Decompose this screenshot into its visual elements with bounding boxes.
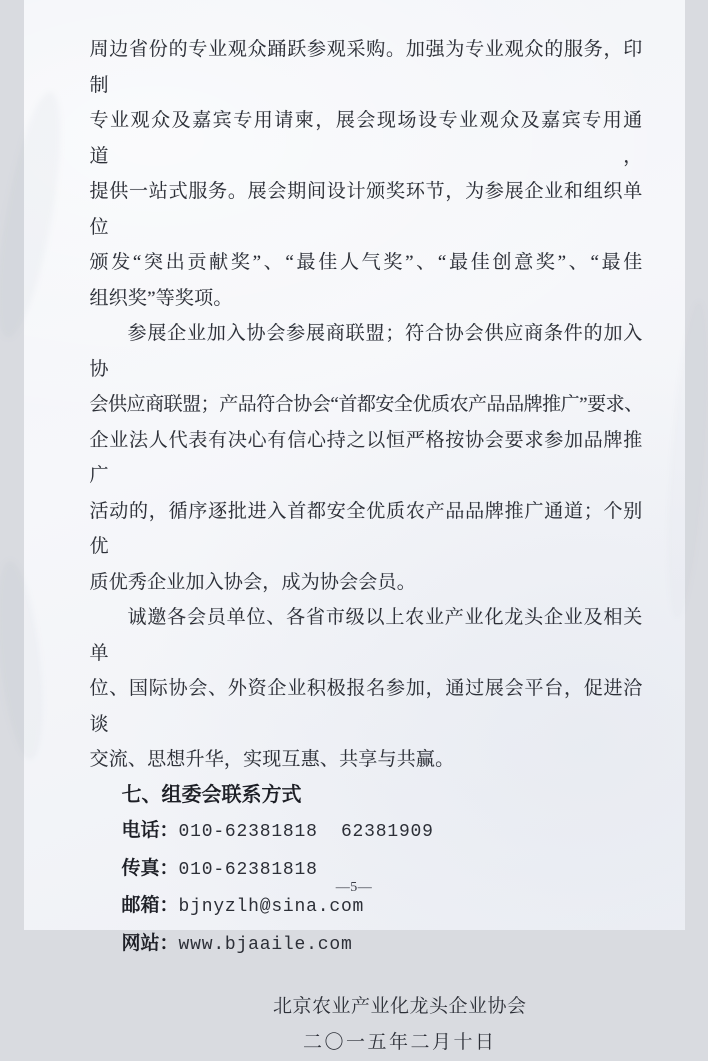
text-line: 位、国际协会、外资企业积极报名参加，通过展会平台，促进洽谈: [89, 678, 643, 735]
text-line: 企业法人代表有决心有信心持之以恒严格按协会要求参加品牌推广: [89, 429, 643, 486]
section-heading: 七、组委会联系方式: [121, 783, 302, 806]
scan-artifact: [659, 299, 708, 621]
body-paragraph: [90, 316, 643, 600]
body-paragraph: [90, 600, 643, 778]
contact-value-email: bjnyzlh@sina.com: [178, 897, 365, 917]
text-line: 专业观众及嘉宾专用请柬，展会现场设专业观众及嘉宾专用通道，: [89, 110, 643, 167]
contact-row-website: [90, 926, 643, 964]
contact-value-fax: 010-62381818: [178, 859, 318, 880]
contact-label: 网站：: [121, 932, 179, 954]
body-paragraph: [90, 32, 643, 316]
text-line: 质优秀企业加入协会，成为协会会员。: [89, 571, 416, 593]
text-line: 周边省份的专业观众踊跃参观采购。加强为专业观众的服务，印制: [89, 39, 643, 96]
scan-artifact: [0, 558, 50, 761]
contact-label: 传真：: [121, 857, 179, 879]
text-line: 颁发“突出贡献奖”、“最佳人气奖”、“最佳创意奖”、“最佳: [89, 252, 643, 273]
scan-artifact: [0, 88, 73, 342]
signature-block: [273, 989, 527, 1061]
signature-organization: 北京农业产业化龙头企业协会: [272, 996, 527, 1017]
contact-label: 邮箱：: [121, 895, 179, 916]
text-line: 组织奖”等奖项。: [89, 287, 233, 309]
contact-label: 电话：: [121, 820, 179, 841]
document-body: [90, 32, 643, 1061]
signature-date: 二〇一五年二月十日: [302, 1032, 497, 1053]
text-line: 参展企业加入协会参展商联盟；符合协会供应商条件的加入协: [89, 323, 643, 380]
contact-value-website: www.bjaaile.com: [178, 934, 353, 955]
contact-value-phone: 010-62381818 62381909: [178, 822, 434, 842]
scanned-document-page: [24, 0, 685, 1053]
text-line: 提供一站式服务。展会期间设计颁奖环节，为参展企业和组织单位: [89, 181, 643, 238]
text-line: 交流、思想升华，实现互惠、共享与共赢。: [89, 749, 455, 770]
contact-row-phone: [90, 813, 643, 851]
text-line: 会供应商联盟；产品符合协会“首都安全优质农产品品牌推广”要求、: [89, 394, 643, 415]
page-number: —5—: [335, 880, 373, 895]
text-line: 诚邀各会员单位、各省市级以上农业产业化龙头企业及相关单: [89, 607, 643, 664]
text-line: 活动的，循序逐批进入首都安全优质农产品品牌推广通道；个别优: [89, 500, 643, 557]
